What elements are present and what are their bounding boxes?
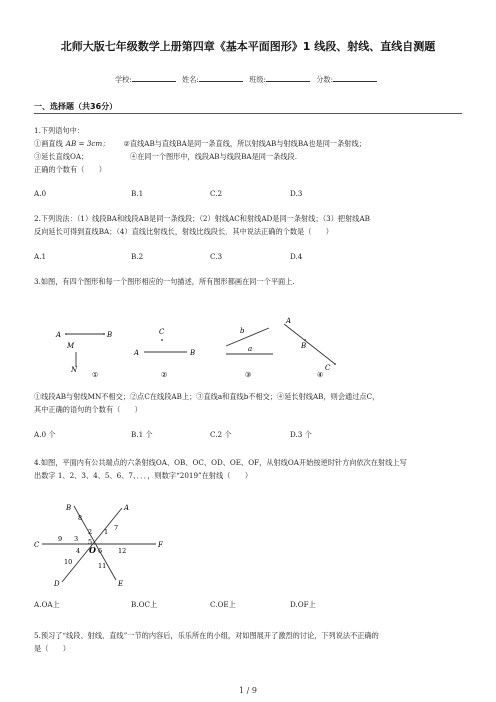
q2-option-a[interactable]: A.1 <box>34 252 47 261</box>
label-a-line: a <box>248 345 253 353</box>
point-b <box>103 333 105 335</box>
label-ray-a: A <box>124 504 130 512</box>
q3-fig2 <box>133 328 195 379</box>
label-a: A <box>56 331 62 339</box>
point-c <box>161 339 163 341</box>
num-7: 7 <box>114 524 119 532</box>
label-b-3: B <box>301 342 307 350</box>
label-ray-e: E <box>118 580 124 588</box>
q5-line1: 5.预习了“线段、射线、直线”一节的内容后，乐乐所在的小组，对如图展开了激烈的讨论，下列说法不正确的 <box>34 631 379 640</box>
q3-line2: 其中正确的语句的个数有（ ） <box>34 405 142 414</box>
section-heading: 一、选择题（共36分） <box>34 102 118 111</box>
student-info-row <box>0 74 496 85</box>
q1-item3-text: ③延长直线OA； <box>34 152 89 161</box>
q1-option-c[interactable]: C.2 <box>210 189 223 198</box>
q1-line3: 正确的个数有（ ） <box>34 165 106 174</box>
school-label: 学校: <box>114 75 132 84</box>
q1-line1 <box>34 139 366 148</box>
fig4-caption: ④ <box>317 371 324 379</box>
num-4: 4 <box>76 547 81 555</box>
q1-item1-math: AB = 3cm； <box>65 139 110 148</box>
q4-option-d[interactable]: D.OF上 <box>290 600 316 609</box>
line-b <box>226 328 269 346</box>
label-b-2: B <box>190 349 196 357</box>
num-6: 6 <box>98 547 103 555</box>
q4-option-b[interactable]: B.OC上 <box>131 600 158 609</box>
section-divider <box>34 113 462 114</box>
q2-option-b[interactable]: B.2 <box>131 252 144 261</box>
q5-line2: 是（ ） <box>34 644 70 653</box>
q1-item4-text: ④在同一个图形中，线段AB与线段BA是同一条线段. <box>130 152 297 161</box>
q3-option-d[interactable]: D.3 个 <box>290 430 312 439</box>
q2-line1: 2.下列说法：（1）线段BA和线段AB是同一条线段；（2）射线AC和射线AD是同一条射线；（3）把射线AB <box>34 214 370 223</box>
q4-line2: 出数字 1、2、3、4、5、6、7、．．．，则数字“2019”在射线（ ） <box>34 471 253 480</box>
q3-fig1 <box>55 331 112 379</box>
label-ray-c: C <box>34 541 40 549</box>
label-ray-d: D <box>54 580 60 588</box>
q3-fig4 <box>284 317 336 379</box>
q4-option-a[interactable]: A.OA上 <box>34 600 60 609</box>
num-3: 3 <box>74 535 79 543</box>
class-blank[interactable] <box>266 74 310 82</box>
q3-option-c[interactable]: C.2 个 <box>210 430 232 439</box>
ray-numbers <box>58 514 126 570</box>
label-ray-b: B <box>66 504 72 512</box>
q1-item1-text: ①画直线 <box>34 139 63 148</box>
label-c: C <box>159 328 165 336</box>
name-blank[interactable] <box>199 74 243 82</box>
num-10: 10 <box>64 558 73 566</box>
label-m: M <box>67 342 75 350</box>
label-b: B <box>107 331 113 339</box>
score-label: 分数: <box>316 75 334 84</box>
num-2: 2 <box>88 528 93 536</box>
q4-line1: 4.如图，平面内有公共端点的六条射线OA、OB、OC、OD、OE、OF，从射线OA开始按逆时针方向依次在射线上写 <box>34 458 407 467</box>
label-b-line: b <box>240 327 245 335</box>
q1-line2 <box>34 152 297 161</box>
point-a <box>65 333 67 335</box>
point-b-3 <box>304 339 306 341</box>
q2-option-c[interactable]: C.3 <box>210 252 223 261</box>
num-12: 12 <box>118 547 127 555</box>
label-origin-o: O <box>89 545 96 555</box>
label-n: N <box>71 366 78 374</box>
q4-option-c[interactable]: C.OE上 <box>210 600 236 609</box>
q3-stem: 3.如图，有四个图形和每一个图形相应的一句描述，所有图形都画在同一个平面上. <box>34 277 295 286</box>
num-5: 5 <box>88 538 93 546</box>
point-c-3 <box>334 363 336 365</box>
label-a-2: A <box>134 349 140 357</box>
num-9: 9 <box>58 535 63 543</box>
label-a-3: A <box>286 317 292 325</box>
q1-option-a[interactable]: A.0 <box>34 189 47 198</box>
name-label: 姓名: <box>182 75 199 84</box>
score-blank[interactable] <box>333 74 377 82</box>
q1-stem: 1.下列语句中： <box>34 126 84 135</box>
q3-fig3 <box>226 327 273 379</box>
page-title: 北师大版七年级数学上册第四章《基本平面图形》1 线段、射线、直线自测题 <box>60 40 436 53</box>
q1-item2-text: ②直线AB与直线BA是同一条直线，所以射线AB与射线BA也是同一条射线； <box>123 139 366 148</box>
page-number: 1 / 9 <box>239 686 257 695</box>
q1-option-d[interactable]: D.3 <box>290 189 303 198</box>
q2-option-d[interactable]: D.4 <box>290 252 303 261</box>
num-11: 11 <box>98 562 107 570</box>
q1-option-b[interactable]: B.1 <box>131 189 144 198</box>
ray-ab <box>284 324 335 364</box>
q3-option-a[interactable]: A.0 个 <box>34 430 56 439</box>
q4-figure <box>34 500 174 588</box>
q2-line2: 反向延长可得到直线BA；（4）直线比射线长，射线比线段长．其中说法正确的个数是（ ） <box>34 227 333 236</box>
label-ray-f: F <box>158 541 163 549</box>
class-label: 班级: <box>249 75 266 84</box>
label-c-3: C <box>325 364 331 372</box>
q3-line1: ①线段AB与射线MN不相交；②点C在线段AB上；③直线a和直线b不相交；④延长射线AB，则会通过点C， <box>34 392 380 401</box>
q3-figure <box>50 314 350 384</box>
q3-option-b[interactable]: B.1 个 <box>131 430 153 439</box>
fig3-caption: ③ <box>245 371 252 379</box>
school-blank[interactable] <box>132 74 176 82</box>
fig2-caption: ② <box>161 371 168 379</box>
num-1: 1 <box>104 528 109 536</box>
num-8: 8 <box>78 514 83 522</box>
fig1-caption: ① <box>92 371 99 379</box>
